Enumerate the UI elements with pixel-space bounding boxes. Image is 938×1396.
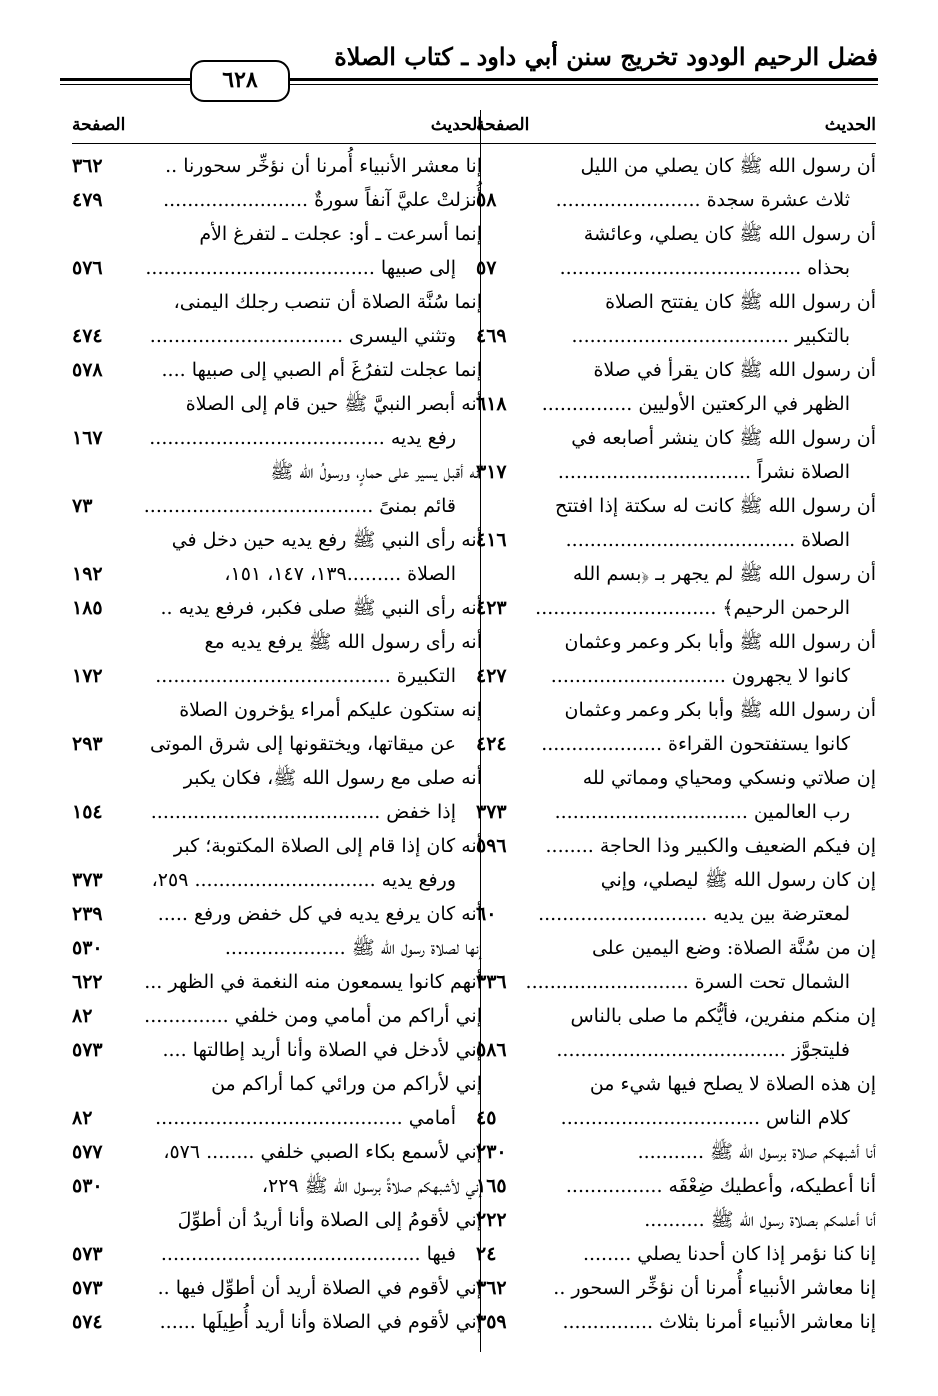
entry-text: أن رسول الله ﷺ كانت له سكتة إذا افتتح	[555, 495, 876, 517]
entry-line	[476, 795, 876, 829]
index-entry	[72, 183, 482, 217]
page-label: الصفحة	[72, 115, 126, 135]
entry-text: قائم بمنىً ......................................	[143, 495, 456, 517]
entry-line	[476, 897, 876, 931]
entry-line	[72, 217, 482, 251]
index-entry	[476, 1203, 876, 1237]
index-entry	[476, 761, 876, 829]
entry-line	[476, 455, 876, 489]
entry-text: إنما عجلت لتفرُغَ أم الصبي إلى صبيها ....	[161, 359, 482, 381]
entry-text: أُنزلتْ عليَّ آنفاً سورةٌ ........................	[163, 189, 482, 211]
entry-text: أن رسول الله ﷺ لم يجهر بـ ﴿بسم الله	[572, 563, 876, 585]
entry-text: التكبيرة .......................................	[155, 665, 456, 687]
index-entry	[476, 353, 876, 421]
entry-line	[72, 387, 482, 421]
right-column	[476, 115, 876, 1339]
entry-text: أنا أعطيكه، وأعطيك ضِعْفَه ................	[565, 1175, 876, 1197]
index-entry	[72, 285, 482, 353]
entry-text: الظهر في الركعتين الأوليين ...............	[541, 393, 850, 415]
index-entry	[476, 1135, 876, 1169]
entry-line	[476, 1305, 876, 1339]
entry-text: إنا كنا نؤمر إذا كان أحدنا يصلي ........	[582, 1243, 876, 1265]
index-entry	[72, 1067, 482, 1135]
entry-page: ٣٦٢	[476, 1277, 507, 1299]
entry-page: ٤٦٩	[476, 325, 507, 347]
entry-page: ٥٨	[476, 189, 497, 211]
index-entry	[72, 829, 482, 897]
entry-line	[476, 1203, 876, 1237]
index-entry	[72, 1135, 482, 1169]
entry-text: كانوا يستفتحون القراءة ....................	[541, 733, 850, 755]
entry-line	[476, 693, 876, 727]
index-entry	[72, 455, 482, 523]
index-entry	[72, 217, 482, 285]
entry-text: إنا معشر الأنبياء أُمرنا أن نؤخِّر سحورنا ..	[165, 155, 482, 177]
right-column-header	[476, 115, 876, 149]
entry-line	[476, 1067, 876, 1101]
entry-line	[72, 251, 482, 285]
entry-line	[476, 557, 876, 591]
entry-page: ٢٣٠	[476, 1141, 507, 1163]
entry-text: أنه صلى مع رسول الله ﷺ، فكان يكبر	[183, 767, 482, 789]
index-entry	[72, 761, 482, 829]
entry-line	[72, 999, 482, 1033]
index-entry	[72, 353, 482, 387]
entry-page: ٣١٧	[476, 461, 507, 483]
entry-text: عن ميقاتها، ويختقونها إلى شرق الموتى	[149, 733, 456, 755]
index-entry	[476, 217, 876, 285]
page-label: الصفحة	[476, 115, 530, 135]
index-entry	[72, 897, 482, 931]
entry-text: إن من سُنَّة الصلاة: وضع اليمين على	[591, 937, 876, 959]
entry-page: ٣٥٩	[476, 1311, 507, 1333]
entry-text: إني لأقوم في الصلاة وأنا أريد أُطِيلَها ......	[159, 1311, 482, 1333]
entry-line	[72, 761, 482, 795]
entry-page: ١٦٧	[72, 427, 103, 449]
entry-line	[72, 625, 482, 659]
index-entry	[476, 931, 876, 999]
entry-line	[72, 1033, 482, 1067]
entry-text: أن رسول الله ﷺ كان ينشر أصابعه في	[571, 427, 876, 449]
entry-line	[476, 1271, 876, 1305]
index-entry	[72, 1033, 482, 1067]
entry-line	[72, 829, 482, 863]
entry-line	[476, 829, 876, 863]
entry-page: ٥٧٣	[72, 1039, 103, 1061]
entry-text: أنه أقبل يسير على حمارٍ، ورسولُ الله ﷺ	[270, 461, 482, 483]
entry-page: ٥٧٣	[72, 1243, 103, 1265]
entry-text: إن هذه الصلاة لا يصلح فيها شيء من	[589, 1073, 876, 1095]
index-entry	[72, 149, 482, 183]
entry-page: ١٩٢	[72, 563, 103, 585]
entry-text: أنهم كانوا يسمعون منه النغمة في الظهر ...	[144, 971, 482, 993]
index-entry	[72, 931, 482, 965]
entry-line	[72, 149, 482, 183]
entry-page: ١٧٢	[72, 665, 103, 687]
index-entry	[476, 421, 876, 489]
entry-line	[72, 1203, 482, 1237]
entry-line	[72, 659, 482, 693]
entry-line	[476, 1033, 876, 1067]
entry-page: ٥٣٠	[72, 1175, 103, 1197]
entry-line	[72, 1237, 482, 1271]
entry-text: الشمال تحت السرة ...........................	[525, 971, 850, 993]
entry-page: ٥٧٨	[72, 359, 103, 381]
entry-page: ٢٤	[476, 1243, 497, 1265]
header-title: فضل الرحيم الودود تخريج سنن أبي داود ـ كتاب الصلاة	[334, 42, 878, 71]
entry-text: ثلاث عشرة سجدة ........................	[555, 189, 850, 211]
index-entry	[72, 625, 482, 693]
entry-page: ٦١٨	[476, 393, 507, 415]
entry-line	[476, 591, 876, 625]
entry-line	[72, 693, 482, 727]
entry-line	[476, 421, 876, 455]
entry-text: إني أراكم من أمامي ومن خلفي ..............	[144, 1005, 482, 1027]
entry-page: ٤٧٤	[72, 325, 103, 347]
index-entry	[72, 965, 482, 999]
entry-line	[72, 1067, 482, 1101]
index-entry	[476, 999, 876, 1067]
entry-text: أنه أبصر النبيَّ ﷺ حين قام إلى الصلاة	[185, 393, 482, 415]
entry-text: إنها لصلاة رسول الله ﷺ ....................	[224, 937, 482, 959]
entry-text: فليتجوَّز ......................................	[556, 1039, 850, 1061]
entry-text: الرحمن الرحيم﴾ ..............................	[535, 597, 850, 619]
index-entry	[72, 1305, 482, 1339]
entry-line	[72, 421, 482, 455]
entry-page: ٦٢٢	[72, 971, 103, 993]
index-entry	[476, 1169, 876, 1203]
entry-page: ٤٢٣	[476, 597, 507, 619]
entry-line	[476, 625, 876, 659]
index-entry	[72, 999, 482, 1033]
entry-line	[476, 489, 876, 523]
entry-text: الصلاة .........١٣٩، ١٤٧، ١٥١،	[224, 563, 456, 585]
page-number: ٦٢٨	[190, 60, 290, 102]
entry-line	[476, 931, 876, 965]
left-entries	[72, 149, 482, 1339]
entry-line	[72, 1271, 482, 1305]
index-entry	[476, 693, 876, 761]
entry-text: أمامي .........................................	[155, 1107, 456, 1129]
entry-page: ١٦٥	[476, 1175, 507, 1197]
entry-text: إني لأقومُ إلى الصلاة وأنا أريدُ أن أطوِّلَ	[177, 1209, 482, 1231]
entry-text: كلام الناس .................................	[560, 1107, 850, 1129]
page-header	[60, 40, 878, 102]
entry-line	[476, 217, 876, 251]
entry-page: ٥٧٣	[72, 1277, 103, 1299]
entry-line	[476, 353, 876, 387]
entry-page: ٥٧٤	[72, 1311, 103, 1333]
entry-line	[476, 149, 876, 183]
entry-line	[72, 353, 482, 387]
entry-text: لمعترضة بين يديه ............................	[538, 903, 850, 925]
entry-line	[72, 1135, 482, 1169]
index-entry	[476, 863, 876, 931]
entry-text: بالتكبير ....................................	[571, 325, 850, 347]
entry-text: أنه رأى النبي ﷺ رفع يديه حين دخل في	[171, 529, 482, 551]
entry-line	[476, 523, 876, 557]
index-entry	[476, 625, 876, 693]
index-entry	[476, 1067, 876, 1135]
entry-line	[476, 251, 876, 285]
entry-text: إني لأشبهكم صلاةً برسول الله ﷺ ٢٢٩،	[261, 1175, 482, 1197]
entry-page: ٤٥	[476, 1107, 497, 1129]
entry-line	[72, 795, 482, 829]
entry-text: أنه كان إذا قام إلى الصلاة المكتوبة؛ كبر	[173, 835, 482, 857]
entry-page: ١٨٥	[72, 597, 103, 619]
left-column	[72, 115, 482, 1339]
index-entry	[476, 557, 876, 625]
entry-line	[476, 319, 876, 353]
entry-line	[72, 489, 482, 523]
entry-text: إنا معاشر الأنبياء أمرنا بثلاث ...............	[562, 1311, 876, 1333]
entry-text: إنما أسرعت ـ أو: عجلت ـ لتفرغ الأم	[199, 223, 482, 245]
entry-page: ٢٢٢	[476, 1209, 507, 1231]
index-entry	[476, 1237, 876, 1271]
entry-text: إني لأسمع بكاء الصبي خلفي ........ ٥٧٦،	[163, 1141, 482, 1163]
entry-line	[476, 183, 876, 217]
entry-page: ٣٦٢	[72, 155, 103, 177]
entry-text: الصلاة ......................................	[565, 529, 850, 551]
entry-line	[72, 285, 482, 319]
entry-page: ٢٣٩	[72, 903, 103, 925]
index-entry	[72, 1203, 482, 1271]
entry-page: ٢٩٣	[72, 733, 103, 755]
entry-line	[476, 727, 876, 761]
entry-line	[72, 523, 482, 557]
entry-text: أنه رأى رسول الله ﷺ يرفع يديه مع	[204, 631, 482, 653]
entry-text: إن منكم منفرين، فأيُّكم ما صلى بالناس	[570, 1005, 876, 1027]
entry-text: ورفع يديه .............................. ٢٥٩،	[151, 869, 456, 891]
entry-text: إذا خفض ......................................	[150, 801, 456, 823]
entry-line	[72, 931, 482, 965]
entry-line	[72, 591, 482, 625]
entry-page: ٤٢٧	[476, 665, 507, 687]
entry-line	[476, 387, 876, 421]
index-entry	[72, 591, 482, 625]
index-entry	[72, 693, 482, 761]
column-header-rule	[72, 143, 482, 144]
entry-line	[72, 183, 482, 217]
entry-text: رفع يديه .......................................	[149, 427, 456, 449]
entry-page: ٥٩٦	[476, 835, 507, 857]
entry-text: بحذاه ........................................	[559, 257, 850, 279]
entry-text: أن رسول الله ﷺ كان يصلي من الليل	[580, 155, 876, 177]
entry-line	[476, 999, 876, 1033]
entry-text: أنه كان يرفع يديه في كل خفض ورفع .....	[157, 903, 482, 925]
entry-text: أنا أعلمكم بصلاة رسول الله ﷺ ..........	[644, 1209, 876, 1231]
index-entry	[72, 1169, 482, 1203]
entry-page: ٥٧٧	[72, 1141, 103, 1163]
entry-page: ٧٣	[72, 495, 93, 517]
entry-text: إنا معاشر الأنبياء أُمرنا أن نؤخِّر السحور ..	[553, 1277, 876, 1299]
entry-page: ٣٣٦	[476, 971, 507, 993]
entry-page: ٤٧٩	[72, 189, 103, 211]
entry-line	[72, 455, 482, 489]
header-rule	[60, 78, 878, 81]
entry-page: ٤١٦	[476, 529, 507, 551]
entry-text: كانوا لا يجهرون .............................	[550, 665, 850, 687]
entry-text: إن فيكم الضعيف والكبير وذا الحاجة ........	[545, 835, 876, 857]
right-entries	[476, 149, 876, 1339]
entry-line	[476, 863, 876, 897]
index-entry	[476, 1271, 876, 1305]
entry-line	[72, 1169, 482, 1203]
index-entry	[476, 829, 876, 863]
entry-page: ٥٧	[476, 257, 497, 279]
entry-line	[72, 1305, 482, 1339]
index-entry	[476, 1305, 876, 1339]
entry-line	[72, 319, 482, 353]
index-entry	[476, 285, 876, 353]
entry-text: أن رسول الله ﷺ كان يقرأ في صلاة	[593, 359, 876, 381]
entry-text: إنما سُنَّة الصلاة أن تنصب رجلك اليمنى،	[173, 291, 482, 313]
index-entry	[72, 387, 482, 455]
entry-text: إن صلاتي ونسكي ومحياي ومماتي لله	[582, 767, 876, 789]
entry-page: ٨٢	[72, 1107, 93, 1129]
entry-text: إني لأدخل في الصلاة وأنا أريد إطالتها ....	[162, 1039, 482, 1061]
entry-text: إنه ستكون عليكم أمراء يؤخرون الصلاة	[179, 699, 482, 721]
entry-line	[476, 1135, 876, 1169]
index-entry	[476, 489, 876, 557]
entry-line	[72, 1101, 482, 1135]
entry-text: وتثني اليسرى ................................	[149, 325, 456, 347]
hadith-label: الحديث	[430, 115, 482, 135]
entry-line	[72, 727, 482, 761]
entry-line	[476, 285, 876, 319]
entry-line	[72, 897, 482, 931]
column-header-rule	[476, 143, 876, 144]
entry-text: أنه رأى النبي ﷺ صلى فكبر، فرفع يديه ..	[160, 597, 482, 619]
entry-page: ٨٢	[72, 1005, 93, 1027]
header-rule-thin	[60, 84, 878, 85]
entry-page: ٣٧٣	[72, 869, 103, 891]
entry-page: ٦٠	[476, 903, 497, 925]
entry-line	[72, 863, 482, 897]
entry-text: إن كان رسول الله ﷺ ليصلي، وإني	[600, 869, 876, 891]
entry-page: ٤٢٤	[476, 733, 507, 755]
entry-line	[72, 557, 482, 591]
index-entry	[72, 523, 482, 591]
entry-line	[72, 965, 482, 999]
entry-page: ٥٨٦	[476, 1039, 507, 1061]
entry-line	[476, 1169, 876, 1203]
entry-line	[476, 965, 876, 999]
entry-line	[476, 1237, 876, 1271]
entry-text: أن رسول الله ﷺ وأبا بكر وعمر وعثمان	[564, 699, 876, 721]
entry-line	[476, 659, 876, 693]
entry-text: إلى صبيها ......................................	[145, 257, 456, 279]
entry-page: ٥٣٠	[72, 937, 103, 959]
entry-text: الصلاة نشراً ................................	[557, 461, 850, 483]
entry-page: ١٥٤	[72, 801, 103, 823]
entry-text: إني لأقوم في الصلاة أريد أن أطوِّل فيها ..	[157, 1277, 482, 1299]
entry-text: أن رسول الله ﷺ كان يصلي، وعائشة	[583, 223, 876, 245]
entry-text: أن رسول الله ﷺ كان يفتتح الصلاة	[605, 291, 876, 313]
entry-text: فيها ...........................................	[160, 1243, 456, 1265]
entry-line	[476, 1101, 876, 1135]
index-entry	[72, 1271, 482, 1305]
entry-text: أنا أشبهكم صلاة برسول الله ﷺ ...........	[637, 1141, 876, 1163]
entry-text: أن رسول الله ﷺ وأبا بكر وعمر وعثمان	[564, 631, 876, 653]
left-column-header	[72, 115, 482, 149]
entry-text: رب العالمين ................................	[554, 801, 850, 823]
entry-line	[476, 761, 876, 795]
entry-page: ٣٧٣	[476, 801, 507, 823]
entry-page: ٥٧٦	[72, 257, 103, 279]
entry-text: إني لأراكم من ورائي كما أراكم من	[211, 1073, 482, 1095]
index-entry	[476, 149, 876, 217]
hadith-label: الحديث	[824, 115, 876, 135]
